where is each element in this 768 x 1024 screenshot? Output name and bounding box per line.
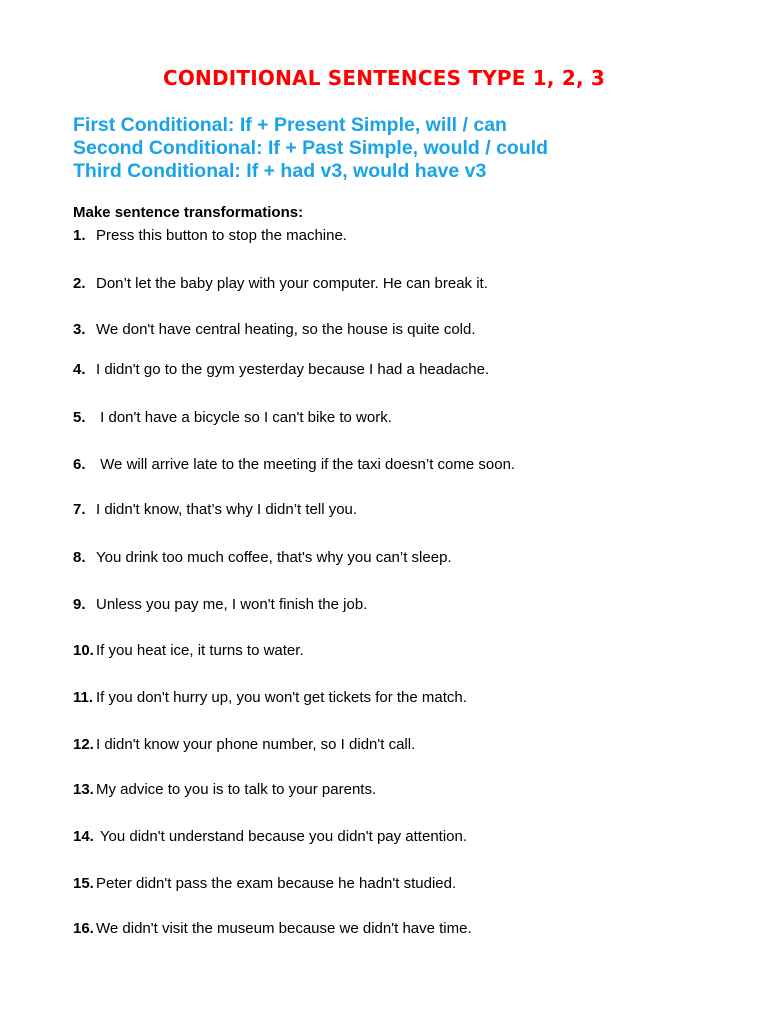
- item-number: 3.: [73, 321, 86, 338]
- item-number: 13.: [73, 781, 94, 798]
- page-title: CONDITIONAL SENTENCES TYPE 1, 2, 3: [162, 66, 606, 90]
- item-number: 5.: [73, 409, 86, 426]
- item-text: You drink too much coffee, that's why you can’t sleep.: [96, 549, 452, 566]
- list-item: [73, 920, 472, 937]
- item-text: I didn't know your phone number, so I didn't call.: [96, 736, 416, 753]
- item-text: We didn't visit the museum because we didn't have time.: [96, 920, 472, 937]
- conditional-rules: [73, 114, 548, 183]
- item-number: 16.: [73, 920, 94, 937]
- list-item: [73, 501, 357, 518]
- rule-third-conditional: Third Conditional: If + had v3, would have v3: [73, 160, 487, 182]
- item-number: 8.: [73, 549, 86, 566]
- item-number: 14.: [73, 828, 94, 845]
- list-item: [73, 875, 456, 892]
- item-number: 4.: [73, 361, 86, 378]
- item-number: 11.: [73, 689, 94, 706]
- item-number: 6.: [73, 456, 86, 473]
- rule-first-conditional: First Conditional: If + Present Simple, will / can: [73, 114, 507, 136]
- item-text: Peter didn't pass the exam because he hadn't studied.: [96, 875, 457, 892]
- item-text: I don't have a bicycle so I can't bike to work.: [96, 409, 392, 426]
- list-item: [73, 736, 415, 753]
- rule-second-conditional: Second Conditional: If + Past Simple, would / could: [73, 137, 549, 159]
- item-text: If you don't hurry up, you won't get tickets for the match.: [96, 689, 467, 706]
- item-text: My advice to you is to talk to your parents.: [96, 781, 377, 798]
- item-text: You didn't understand because you didn't pay attention.: [96, 828, 468, 845]
- item-text: We don't have central heating, so the house is quite cold.: [96, 321, 476, 338]
- instruction-heading: Make sentence transformations:: [73, 204, 304, 221]
- list-item: [73, 321, 476, 338]
- list-item: [73, 689, 467, 706]
- item-number: 9.: [73, 596, 86, 613]
- item-text: Don’t let the baby play with your computer. He can break it.: [96, 275, 488, 292]
- item-number: 1.: [73, 227, 86, 244]
- list-item: [73, 781, 376, 798]
- item-number: 12.: [73, 736, 94, 753]
- list-item: [73, 828, 467, 845]
- list-item: [73, 409, 392, 426]
- item-number: 15.: [73, 875, 94, 892]
- list-item: [73, 227, 347, 244]
- item-text: We will arrive late to the meeting if the taxi doesn’t come soon.: [96, 456, 516, 473]
- list-item: [73, 361, 489, 378]
- list-item: [73, 275, 488, 292]
- list-item: [73, 549, 452, 566]
- list-item: [73, 596, 367, 613]
- item-number: 2.: [73, 275, 86, 292]
- list-item: [73, 456, 515, 473]
- item-text: I didn't know, that’s why I didn’t tell you.: [96, 501, 358, 518]
- item-text: If you heat ice, it turns to water.: [96, 642, 304, 659]
- item-number: 7.: [73, 501, 86, 518]
- list-item: [73, 642, 304, 659]
- item-text: I didn't go to the gym yesterday because I had a headache.: [96, 361, 490, 378]
- item-text: Press this button to stop the machine.: [96, 227, 347, 244]
- item-text: Unless you pay me, I won't finish the job.: [96, 596, 368, 613]
- item-number: 10.: [73, 642, 94, 659]
